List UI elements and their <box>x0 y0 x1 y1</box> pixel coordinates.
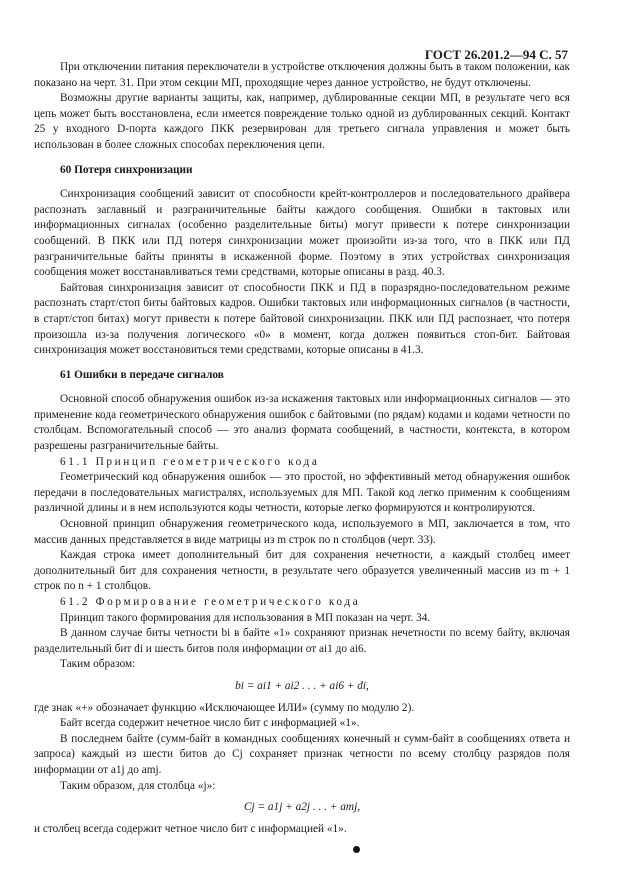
paragraph: При отключении питания переключатели в устройстве отключения должны быть в таком положении, как показано на черт. 31. При этом секции МП, проходящие через данное устройство, не будут отключены. <box>34 61 570 89</box>
paragraph: Синхронизация сообщений зависит от способности крейт-контроллеров и последовательного драйвера распознать заглавный и разграничительные байты каждого сообщения. Ошибки в тактовых или информационных сигналах (особенно разделительные биты) могут привести к потере синхронизации сообщений. В ПКК или ПД потеря синхронизации может произойти из-за того, что в ПКК или ПД разграничительные байты приняты в искаженной форме. Поэтому в этих устройствах синхронизация сообщения может восстанавливаться теми средствами, которые описаны в разд. 40.3. <box>34 188 570 279</box>
paragraph: где знак «+» обозначает функцию «Исключающее ИЛИ» (сумму по модулю 2). <box>34 701 415 714</box>
section-heading-61: 61 Ошибки в передаче сигналов <box>60 368 224 381</box>
document-body <box>34 60 570 837</box>
paragraph: Таким образом: <box>60 658 136 671</box>
subsection-heading-61-2: 61.2 Формирование геометрического кода <box>60 596 361 608</box>
paragraph: В последнем байте (сумм-байт в командных сообщениях конечный и сумм-байт в сообщениях ответа и запроса) каждый из шести битов до Cj сохраняет признак четности по всему столбцу разрядов поля информации от a1j до amj. <box>34 732 570 776</box>
paragraph: Принцип такого формирования для использования в МП показан на черт. 34. <box>60 611 431 624</box>
paragraph: В данном случае биты четности bi в байте «1» сохраняют признак нечетности по всему байту, включая разделительный бит di и шесть битов поля информации от ai1 до ai6. <box>34 627 570 655</box>
formula-bi: bi = ai1 + ai2 . . . + ai6 + di, <box>235 679 369 692</box>
page-header: ГОСТ 26.201.2—94 С. 57 <box>424 47 568 62</box>
page-dot-mark <box>353 846 360 853</box>
paragraph: и столбец всегда содержит четное число бит с информацией «1». <box>34 822 347 835</box>
paragraph: Основной принцип обнаружения геометрического кода, используемого в МП, заключается в том, что массив данных представляется в виде матрицы из m строк по n столбцов (черт. 33). <box>34 518 570 546</box>
paragraph: Основной способ обнаружения ошибок из-за искажения тактовых или информационных сигналов — это применение кода геометрического обнаружения ошибок с байтовыми (по рядам) кодами и кодами четности по столбцам. Вспомогательный способ — это анализ формата сообщений, в частности, контекста, в котором разрешены разграничительные байты. <box>34 393 570 453</box>
paragraph: Байт всегда содержит нечетное число бит с информацией «1». <box>60 717 360 730</box>
section-heading-60: 60 Потеря синхронизации <box>60 163 193 176</box>
paragraph: Каждая строка имеет дополнительный бит для сохранения нечетности, а каждый столбец имеет дополнительный бит для сохранения четности, в результате чего образуется увеличенный массив из m + 1 строк по n + 1 столбцов. <box>34 549 570 593</box>
subsection-heading-61-1: 61.1 Принцип геометрического кода <box>60 455 320 468</box>
paragraph: Байтовая синхронизация зависит от способности ПКК и ПД в поразрядно-последовательном режиме распознать старт/стоп биты байтовых кадров. Ошибки тактовых или информационных сигналов (в частности, в старт/стоп битах) могут привести к потере байтовой синхронизации. ПКК или ПД распознает, что потеря произошла из-за получения логического «0» в момент, когда должен появиться стоп-бит. Байтовая синхронизация может восстановиться теми средствами, которые описаны в 41.3. <box>34 281 570 357</box>
paragraph: Возможны другие варианты защиты, как, например, дублированные секции МП, в результате чего вся цепь может быть восстановлена, если имеется повреждение только одной из дублированных секций. Контакт 25 у входного D-порта каждого ПКК резервирован для третьего сигнала управления и может быть использован в более сложных способах переключения цепи. <box>34 92 570 151</box>
paragraph: Геометрический код обнаружения ошибок — это простой, но эффективный метод обнаружения ошибок передачи в последовательных магистралях, используемых для МП. Такой код легко применим к сообщениям различной длины и в нем используются коды четности, которые легко формируются и контролируются. <box>34 471 570 515</box>
paragraph: Таким образом, для столбца «j»: <box>60 779 216 792</box>
formula-cj: Cj = a1j + a2j . . . + amj, <box>243 801 361 814</box>
